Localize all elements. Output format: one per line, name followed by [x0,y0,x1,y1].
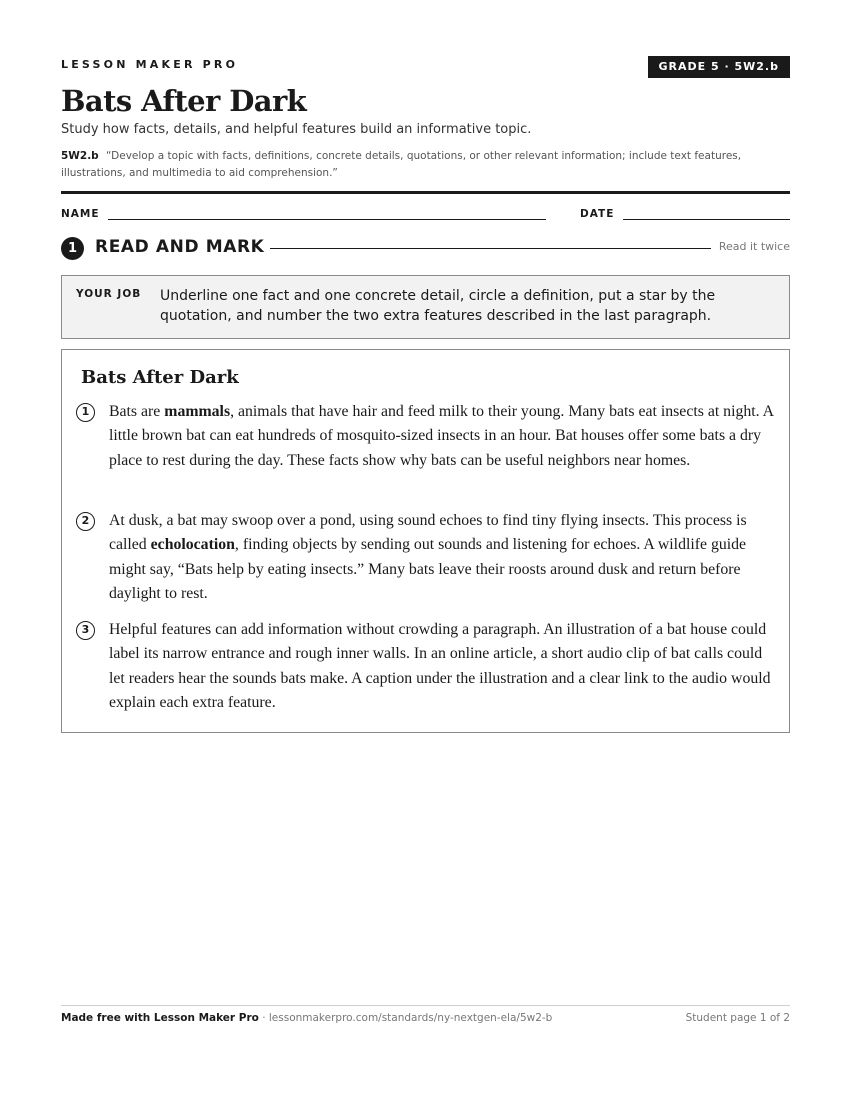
instructions-box [61,275,790,339]
section-title: READ AND MARK [95,237,265,257]
passage-title: Bats After Dark [81,367,239,388]
date-field[interactable] [623,219,790,220]
paragraph-number: 2 [76,512,95,531]
grade-badge: GRADE 5 · 5W2.b [648,56,790,78]
name-field[interactable] [108,219,546,220]
brand-name: LESSON MAKER PRO [61,58,239,71]
instructions-text: Underline one fact and one concrete detail, circle a definition, put a star by the quotation, and number the two extra features described in the last paragraph. [160,288,716,324]
paragraph-text: Helpful features can add information without crowding a paragraph. An illustration of a bat house could label its narrow entrance and rough inner walls. In an online article, a short audio clip of bat calls could let readers hear the sounds bats make. A caption under the illustration and a clear link to the audio would explain each extra feature. [109,621,771,711]
paragraph-number: 1 [76,403,95,422]
paragraph-text: Bats are mammals, animals that have hair and feed milk to their young. Many bats eat insects at night. A little brown bat can eat hundreds of mosquito-sized insects in an hour. Bat houses offer some bats a dry place to rest during the day. These facts show why bats can be useful neighbors near homes. [109,403,774,469]
section-number-badge: 1 [61,237,84,260]
header-divider [61,191,790,194]
vocabulary-term: mammals [164,403,231,420]
footer-divider [61,1005,790,1006]
standard-description [61,148,790,182]
paragraph-number: 3 [76,621,95,640]
section-divider [270,248,711,249]
page-number: Student page 1 of 2 [685,1012,790,1024]
student-info-row [61,206,790,222]
name-label: NAME [61,208,100,220]
footer-credit: Made free with Lesson Maker Pro · lessonmakerpro.com/standards/ny-nextgen-ela/5w2-b [61,1012,553,1024]
section-header [61,236,790,260]
vocabulary-term: echolocation [150,536,235,554]
date-label: DATE [580,208,615,220]
footer-made-with: Made free with Lesson Maker Pro [61,1012,259,1024]
page-subtitle: Study how facts, details, and helpful features build an informative topic. [61,122,532,137]
worksheet-page [61,0,790,1100]
page-title: Bats After Dark [61,84,307,118]
reading-passage [61,349,790,733]
header [61,56,790,78]
paragraph-text: At dusk, a bat may swoop over a pond, using sound echoes to find tiny flying insects. This process is called echolocation, finding objects by sending out sounds and listening for echoes. A wildlife guide might say, “Bats help by eating insects.” Many bats leave their roosts around dusk and return before daylight to rest. [109,512,747,602]
standard-text: “Develop a topic with facts, definitions, concrete details, quotations, or other relevant information; include text features, illustrations, and multimedia to aid comprehension.” [61,150,742,179]
instructions-label: YOUR JOB [76,288,142,300]
standard-code: 5W2.b [61,150,99,162]
footer-url[interactable]: lessonmakerpro.com/standards/ny-nextgen-ela/5w2-b [268,1012,553,1024]
section-note: Read it twice [718,240,790,253]
